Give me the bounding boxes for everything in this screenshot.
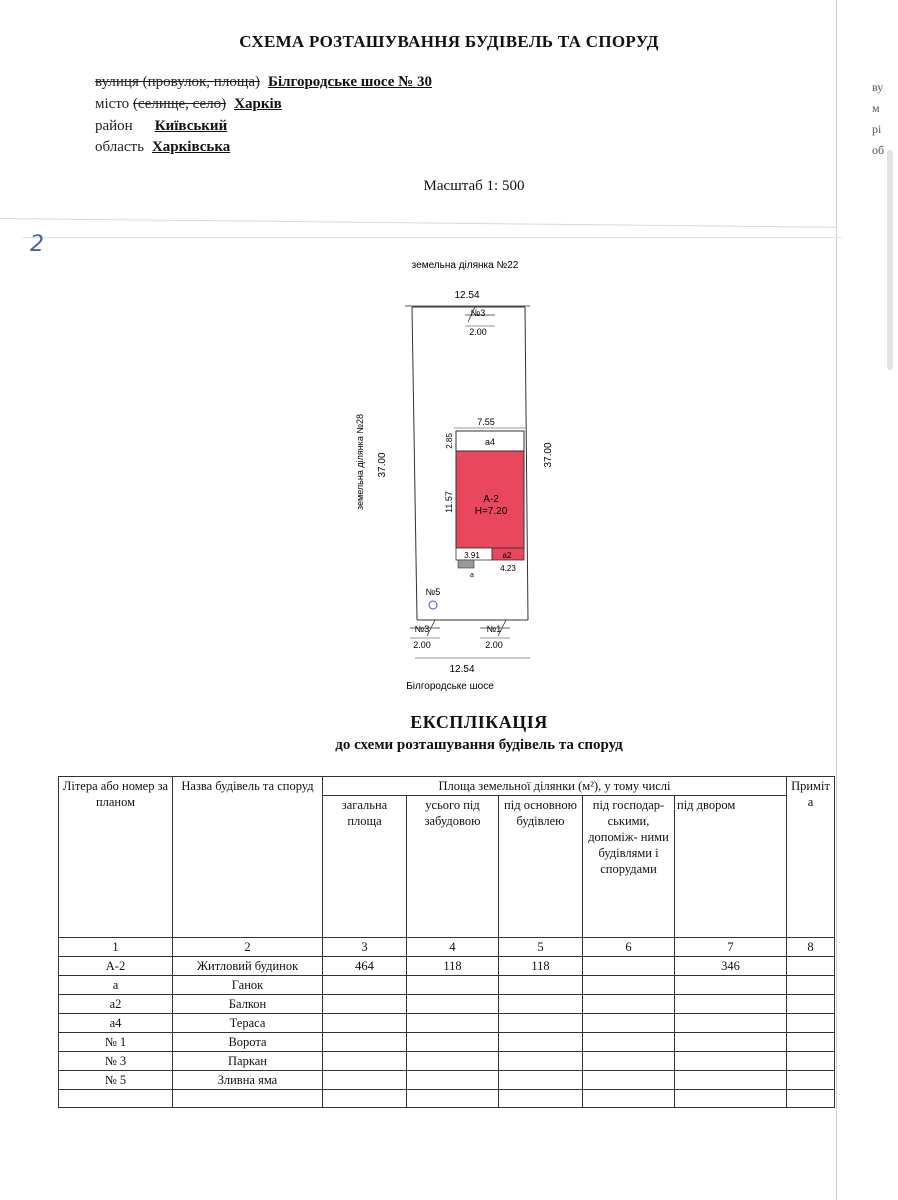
cell-yard	[675, 995, 787, 1014]
cell-letter: № 5	[59, 1071, 173, 1090]
fence-top-label: №3	[470, 308, 486, 318]
cell-aux	[583, 1071, 675, 1090]
header-yard: під двором	[675, 796, 787, 938]
col-number: 8	[787, 938, 835, 957]
margin-fragment: м	[872, 101, 880, 115]
gate-dim: 2.00	[485, 640, 503, 650]
cell-built	[407, 1014, 499, 1033]
cell-aux	[583, 1033, 675, 1052]
table-row	[59, 1014, 835, 1033]
cell-letter: А-2	[59, 957, 173, 976]
region-line	[95, 139, 230, 156]
cell-yard	[675, 1033, 787, 1052]
plot-right-boundary	[525, 307, 528, 620]
cell-total	[323, 995, 407, 1014]
fence-bl-dim: 2.00	[413, 640, 431, 650]
header-note: Приміт а	[787, 777, 835, 938]
cell-note	[787, 1014, 835, 1033]
balcony-label: а2	[502, 551, 512, 560]
region-label: область	[95, 139, 144, 155]
table-row	[59, 1090, 835, 1108]
margin-fragment: об	[872, 143, 885, 157]
cell-letter: а4	[59, 1014, 173, 1033]
street-label: вулиця (провулок, площа)	[95, 74, 261, 90]
header-aux: під господар- ськими, допоміж- ними будівлями і спорудами	[583, 796, 675, 938]
cell-main	[499, 1090, 583, 1108]
cell-letter: № 3	[59, 1052, 173, 1071]
cell-name: Паркан	[173, 1052, 323, 1071]
cell-name: Зливна яма	[173, 1071, 323, 1090]
table-row	[59, 1033, 835, 1052]
explication-title: ЕКСПЛІКАЦІЯ	[410, 712, 548, 732]
sheet-fold-line	[0, 218, 836, 228]
cell-note	[787, 1090, 835, 1108]
porch-label: а	[470, 572, 474, 579]
header-area-group: Площа земельної ділянки (м²), у тому числі	[323, 777, 787, 796]
col-number: 3	[323, 938, 407, 957]
cell-built	[407, 976, 499, 995]
top-width-label: 12.54	[454, 290, 480, 301]
cell-aux	[583, 976, 675, 995]
plot-left-boundary	[412, 307, 417, 620]
cell-name: Ганок	[173, 976, 323, 995]
table-row	[59, 1052, 835, 1071]
col-number: 7	[675, 938, 787, 957]
cell-note	[787, 1052, 835, 1071]
cell-note	[787, 1071, 835, 1090]
cell-built	[407, 1071, 499, 1090]
cell-built	[407, 1033, 499, 1052]
cell-aux	[583, 1090, 675, 1108]
top-neighbor-label: земельна ділянка №22	[411, 260, 519, 271]
cell-letter	[59, 1090, 173, 1108]
cell-total	[323, 1071, 407, 1090]
cell-built: 118	[407, 957, 499, 976]
cell-total	[323, 1052, 407, 1071]
header-total: загальна площа	[323, 796, 407, 938]
left-neighbor-label: земельна ділянка №28	[355, 414, 365, 510]
cell-note	[787, 976, 835, 995]
street-label: Білгородське шосе	[406, 681, 494, 692]
house-depth-label: 11.57	[444, 491, 454, 513]
fence-top-dim: 2.00	[469, 327, 487, 337]
col-number: 6	[583, 938, 675, 957]
cell-letter: а2	[59, 995, 173, 1014]
cell-main	[499, 995, 583, 1014]
cell-yard	[675, 1071, 787, 1090]
table-row	[59, 995, 835, 1014]
district-value: Київський	[154, 118, 228, 134]
city-value: Харків	[234, 96, 282, 112]
col-number: 4	[407, 938, 499, 957]
cell-built	[407, 995, 499, 1014]
left-depth-label: 37.00	[377, 452, 388, 478]
cell-aux	[583, 957, 675, 976]
bottom-width-label: 12.54	[449, 664, 475, 675]
porch-dim: 3.91	[464, 551, 480, 560]
col-number: 5	[499, 938, 583, 957]
street-line	[95, 74, 432, 91]
cell-name	[173, 1090, 323, 1108]
terrace-label: а4	[484, 437, 496, 447]
cell-main: 118	[499, 957, 583, 976]
cell-total	[323, 1014, 407, 1033]
cell-name: Ворота	[173, 1033, 323, 1052]
cell-yard	[675, 1090, 787, 1108]
page-title: СХЕМА РОЗТАШУВАННЯ БУДІВЕЛЬ ТА СПОРУД	[239, 32, 659, 51]
cell-built	[407, 1090, 499, 1108]
explication-subtitle: до схеми розташування будівель та споруд	[335, 737, 623, 753]
table-row	[59, 1071, 835, 1090]
cell-main	[499, 976, 583, 995]
right-depth-label: 37.00	[543, 442, 554, 468]
cell-main	[499, 1014, 583, 1033]
scale-label: Масштаб 1: 500	[423, 178, 525, 194]
cell-note	[787, 995, 835, 1014]
cell-note	[787, 957, 835, 976]
margin-fragment: ву	[872, 80, 884, 94]
col-number: 2	[173, 938, 323, 957]
col-number: 1	[59, 938, 173, 957]
cell-total	[323, 976, 407, 995]
drain-pit-marker	[429, 601, 437, 609]
cell-name: Тераса	[173, 1014, 323, 1033]
margin-fragment: рі	[872, 122, 882, 136]
cell-aux	[583, 995, 675, 1014]
cell-main	[499, 1071, 583, 1090]
cell-aux	[583, 1014, 675, 1033]
cell-yard	[675, 976, 787, 995]
street-value: Білгородське шосе № 30	[268, 74, 432, 90]
terrace-depth-label: 2.85	[445, 433, 454, 449]
sheet-top-border	[22, 237, 842, 238]
cell-main	[499, 1033, 583, 1052]
house-height-label: Н=7.20	[474, 506, 508, 517]
district-line	[95, 118, 227, 135]
cell-total: 464	[323, 957, 407, 976]
table-row	[59, 957, 835, 976]
cell-total	[323, 1090, 407, 1108]
cell-note	[787, 1033, 835, 1052]
house-label: А-2	[483, 494, 499, 505]
site-plan	[330, 250, 590, 700]
city-label-struck: (селище, село)	[132, 96, 227, 112]
porch-block	[458, 560, 474, 568]
city-line	[95, 96, 282, 113]
header-main: під основною будівлею	[499, 796, 583, 938]
header-letter: Літера або номер за планом	[59, 777, 173, 938]
sheet-number: 2	[30, 232, 44, 257]
region-value: Харківська	[151, 139, 231, 155]
city-label: місто	[95, 96, 130, 112]
district-label: район	[95, 118, 133, 134]
gate-label: №1	[486, 624, 502, 634]
explication-table	[58, 776, 835, 1108]
balcony-dim: 4.23	[500, 564, 516, 573]
cell-yard	[675, 1014, 787, 1033]
cell-main	[499, 1052, 583, 1071]
cell-name: Балкон	[173, 995, 323, 1014]
pit-label: №5	[425, 587, 441, 597]
cell-yard	[675, 1052, 787, 1071]
cell-total	[323, 1033, 407, 1052]
cell-yard: 346	[675, 957, 787, 976]
terrace-width-label: 7.55	[477, 417, 495, 427]
cell-built	[407, 1052, 499, 1071]
table-row	[59, 976, 835, 995]
cell-name: Житловий будинок	[173, 957, 323, 976]
cell-letter: а	[59, 976, 173, 995]
header-built: усього під забудовою	[407, 796, 499, 938]
cell-letter: № 1	[59, 1033, 173, 1052]
header-name: Назва будівель та споруд	[173, 777, 323, 938]
fence-bl-label: №3	[414, 624, 430, 634]
cell-aux	[583, 1052, 675, 1071]
